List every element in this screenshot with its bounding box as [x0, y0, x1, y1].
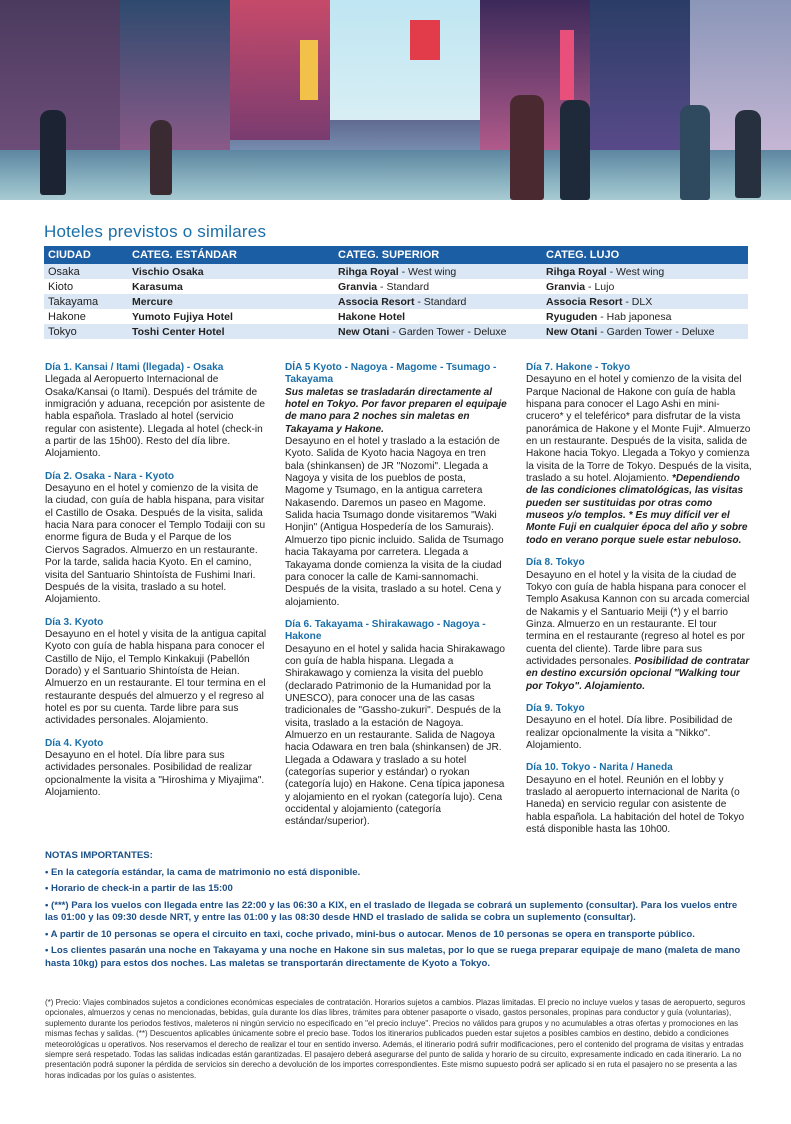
- hero-sign: [300, 40, 318, 100]
- hero-sign: [560, 30, 574, 100]
- fine-print: (*) Precio: Viajes combinados sujetos a condiciones económicas especiales de contratación. Horarios sujetos a cambios. Plazas limitadas. El precio no incluye vuelos y tasas de aeropuerto, seguros opcionales, almuerzos y cenas no mencionadas, bebidas, guía durante los días libres, trámites para obtener pasaporte o visado, gastos personales, propinas para conductor y guía (voluntarias), suplemento durante los periodos festivos, maleteros ni ningún servicio no especificado en "el precio incluye". Precios no válidos para grupos y no acumulables a otras ofertas y promociones en las mismas fechas y salidas. (**) Descuentos aplicables únicamente sobre el precio base. Todos los itinerarios publicados pueden estar sujetos a posibles cambios en destino, debido a condiciones meteorológicas u operativos. Nos reservamos el derecho de realizar el tour en sentido inverso. Además, el itinerario podrá sufrir modificaciones, pero el contenido del programa de visitas y entradas siempre será respetado. Todas las salidas indicadas están garantizadas. El pasajero deberá asegurarse del punto de salida y horario de su circuito, expresamente indicado en cada itinerario. La no presentación podrá suponer la pérdida de servicios sin derecho a devolución de los importes correspondientes. Este mismo supuesto podrá ser aplicado si en ruta el pasajero no se presenta a las horas indicadas por los guías o asistentes.: [45, 998, 746, 1080]
- section-title: Hoteles previstos o similares: [44, 222, 267, 241]
- day-description: Desayuno en el hotel. Reunión en el lobby y traslado al aeropuerto internacional de Narita (o Haneda) en servicio regular con asistente de habla española. La habitación del hotel de Tokyo está disponible hasta las 10h00.: [526, 774, 745, 836]
- hero-photo: [0, 0, 791, 200]
- hotel-detail: - Standard: [414, 295, 467, 308]
- note-item: • Los clientes pasarán una noche en Takayama y una noche en Hakone sin sus maletas, por lo que se ruega preparar equipaje de mano (maleta de mano hasta 10kg) para estos dos noches. Las maletas se transportarán directamente de Kyoto a Tokyo.: [45, 945, 741, 969]
- luxury-hotel-cell: [542, 294, 748, 309]
- hotel-name: Rihga Royal: [546, 265, 607, 278]
- hero-building: [120, 0, 230, 150]
- day-10: [526, 762, 752, 836]
- superior-hotel-cell: [334, 324, 542, 339]
- hero-sign: [410, 20, 440, 60]
- day-7: [526, 362, 752, 547]
- table-row: [44, 279, 748, 294]
- itinerary-column-2: [285, 362, 507, 839]
- day-9: [526, 703, 752, 752]
- city-cell: Takayama: [44, 294, 128, 309]
- day-description: Llegada al Aeropuerto Internacional de Osaka/Kansai (o Itami). Después del trámite de inmigración y aduana, recepción por asistente de habla española. Traslado al hotel (servicio regular con asistente). Llegada al hotel (check-in a partir de las 15h00). Resto del día libre. Alojamiento.: [45, 374, 265, 460]
- table-header-row: [44, 246, 748, 264]
- hotel-name: Yumoto Fujiya Hotel: [132, 310, 233, 323]
- column-header: CATEG. LUJO: [542, 246, 748, 264]
- day-title: Día 4. Kyoto: [45, 737, 104, 749]
- day-description: Desayuno en el hotel. Día libre para sus actividades personales. Posibilidad de realizar opcionalmente la visita a "Hiroshima y Miyajima". Alojamiento.: [45, 749, 265, 798]
- hotel-name: Associa Resort: [338, 295, 415, 308]
- day-description: Desayuno en el hotel. Día libre. Posibilidad de realizar opcionalmente la visita a "Nikko". Alojamiento.: [526, 715, 733, 751]
- standard-hotel-cell: [128, 294, 334, 309]
- itinerary-column-3: [526, 362, 752, 846]
- day-title: Día 6. Takayama - Shirakawago - Nagoya - Hakone: [285, 618, 486, 643]
- standard-hotel-cell: [128, 264, 334, 279]
- day-3: [45, 617, 267, 728]
- hero-pedestrian: [510, 95, 544, 200]
- hotel-detail: - Hab japonesa: [597, 310, 672, 323]
- day-2: [45, 471, 267, 607]
- table-row: [44, 264, 748, 279]
- table-row: [44, 309, 748, 324]
- hotel-name: Mercure: [132, 295, 173, 308]
- note-item: • En la categoría estándar, la cama de matrimonio no está disponible.: [45, 866, 361, 878]
- day-6: [285, 619, 507, 829]
- hotel-detail: - DLX: [622, 295, 653, 308]
- important-notes: [45, 850, 751, 974]
- superior-hotel-cell: [334, 309, 542, 324]
- day-description: Desayuno en el hotel y traslado a la estación de Kyoto. Salida de Kyoto hacia Nagoya en tren bala (shinkansen) de JR "Nozomi". Llegada a Nagoya y visita de los pueblos de posta, Magome y Tsumago, en la antigua carretera Nakasendo. Daremos un paseo en Magome. Salida hacia Tsumago donde visitaremos "Waki Honjin" (Antigua Hospedería de los Samurais). Almuerzo tipo picnic incluido. Salida de Tsumago hacia Takayama por carretera. Llegada a Takayama donde comienza la visita de la ciudad para conocer la calle de Kami-sannomachi. Después de la visita, traslado a su hotel. Cena y alojamiento.: [285, 436, 504, 608]
- hotel-detail: - West wing: [606, 265, 665, 278]
- hotel-name: Rihga Royal: [338, 265, 399, 278]
- hero-pedestrian: [40, 110, 66, 195]
- hotel-detail: - Standard: [377, 280, 430, 293]
- day-description: Desayuno en el hotel y la visita de la ciudad de Tokyo con guía de habla hispana para conocer el Templo Asakusa Kannon con su arcada comercial de Nakamis y el Santuario Meiji (*) y el barrio Ginza. Almuerzo en un restaurante. El tour termina en el restaurante (regreso al hotel es por cuenta del cliente). Tarde libre para sus actividades personales.: [526, 569, 750, 667]
- notes-title: NOTAS IMPORTANTES:: [45, 850, 153, 861]
- standard-hotel-cell: [128, 279, 334, 294]
- day-title: Día 3. Kyoto: [45, 616, 104, 628]
- luxury-hotel-cell: [542, 324, 748, 339]
- hotel-name: Granvia: [546, 280, 586, 293]
- hotel-detail: - West wing: [398, 265, 457, 278]
- day-description: Desayuno en el hotel y comienzo de la visita del Parque Nacional de Hakone con guía de habla hispana para conocer el Lago Ashi en mini-crucero* y el teleférico* para disfrutar de la vista panorámica de Hakone y el Monte Fuji*. Almuerzo en un restaurante. Después de la visita, salida de Hakone hacia Tokyo. Llegada a Tokyo y comienza la visita de la Torre de Tokyo. Después de la visita, traslado a su hotel. Alojamiento.: [526, 374, 752, 485]
- superior-hotel-cell: [334, 279, 542, 294]
- day-note: Posibilidad de contratar en destino excursión opcional "Walking tour por Tokyo". Alojamiento.: [526, 655, 750, 692]
- column-header: CIUDAD: [44, 246, 128, 264]
- superior-hotel-cell: [334, 264, 542, 279]
- day-title: Día 9. Tokyo: [526, 702, 585, 714]
- day-note: Sus maletas se trasladarán directamente al hotel en Tokyo. Por favor preparen el equipaje de mano para 2 noches sin maletas en Takayama y Hakone.: [285, 386, 507, 435]
- table-row: [44, 294, 748, 309]
- standard-hotel-cell: [128, 309, 334, 324]
- hotel-detail: - Garden Tower - Deluxe: [597, 325, 715, 338]
- hotels-table: [44, 246, 748, 339]
- hotel-name: New Otani: [338, 325, 390, 338]
- note-item: • (***) Para los vuelos con llegada entre las 22:00 y las 06:30 a KIX, en el traslado de llegada se cobrará un suplemento (consultar). Para los vuelos entre las 01:00 y las 09:30 desde NRT, y entre las 01:00 y las 08:30 desde HND el traslado de salida se cobra un suplemento (consultar).: [45, 899, 738, 923]
- day-4: [45, 738, 267, 800]
- hotel-detail: - Garden Tower - Deluxe: [389, 325, 507, 338]
- hero-street: [0, 150, 791, 200]
- day-title: Día 2. Osaka - Nara - Kyoto: [45, 470, 175, 482]
- hotel-name: Associa Resort: [546, 295, 623, 308]
- luxury-hotel-cell: [542, 309, 748, 324]
- column-header: CATEG. ESTÁNDAR: [128, 246, 334, 264]
- city-cell: Osaka: [44, 264, 128, 279]
- hotel-name: Toshi Center Hotel: [132, 325, 225, 338]
- day-description: Desayuno en el hotel y comienzo de la visita de la ciudad, con guía de habla hispana, para visitar el Castillo de Osaka. Después de la visita, salida hacia Nara para conocer el Templo Todaiji con su enorme figura de Buda y el Parque de los Ciervos Sagrados. Almuerzo en un restaurante. Por la tarde, salida hacia Kyoto. En el camino, visita del Santuario Shintoísta de Fushimi Inari. Después de la visita, traslado a su hotel. Alojamiento.: [45, 483, 266, 606]
- hotel-name: Ryuguden: [546, 310, 598, 323]
- city-cell: Tokyo: [44, 324, 128, 339]
- day-title: Día 10. Tokyo - Narita / Haneda: [526, 762, 673, 774]
- day-8: [526, 557, 752, 693]
- hotel-name: Granvia: [338, 280, 378, 293]
- itinerary-column-1: [45, 362, 267, 809]
- hero-pedestrian: [150, 120, 172, 195]
- day-5: [285, 362, 507, 609]
- luxury-hotel-cell: [542, 279, 748, 294]
- superior-hotel-cell: [334, 294, 542, 309]
- day-description: Desayuno en el hotel y visita de la antigua capital Kyoto con guía de habla hispana para conocer el Castillo de Nijo, el Templo Kinkakuji (Pabellón Dorado) y el Santuario Shintoísta de Heian. Almuerzo en un restaurante. El tour termina en el restaurante después del almuerzo y el regreso al hotel es por su cuenta. Tarde libre para sus actividades personales. Alojamiento.: [45, 628, 267, 727]
- hero-pedestrian: [735, 110, 761, 198]
- luxury-hotel-cell: [542, 264, 748, 279]
- hotel-name: Hakone Hotel: [338, 310, 406, 323]
- day-note: *Dependiendo de las condiciones climatológicas, las visitas pueden ser sustituidas por otras como museos y/o templos. * Es muy difícil ver el Monte Fuji en cualquier época del año y sobre todo en verano porque suele estar nebuloso.: [526, 473, 748, 546]
- hero-pedestrian: [560, 100, 590, 200]
- hotel-name: New Otani: [546, 325, 598, 338]
- day-title: Día 8. Tokyo: [526, 557, 585, 569]
- hero-sky: [330, 0, 480, 120]
- table-row: [44, 324, 748, 339]
- day-title: Día 7. Hakone - Tokyo: [526, 362, 631, 373]
- day-1: [45, 362, 267, 461]
- city-cell: Hakone: [44, 309, 128, 324]
- day-title: Día 1. Kansai / Itami (llegada) - Osaka: [45, 362, 224, 373]
- hero-building: [590, 0, 690, 155]
- note-item: • A partir de 10 personas se opera el circuito en taxi, coche privado, mini-bus o autocar. Menos de 10 personas se opera en transporte público.: [45, 928, 695, 940]
- standard-hotel-cell: [128, 324, 334, 339]
- day-description: Desayuno en el hotel y salida hacia Shirakawago con guía de habla hispana. Llegada a Shirakawago y comienza la visita del pueblo (declarado Patrimonio de la Humanidad por la UNESCO), para conocer una de las casas tradicionales de "Gassho-zukuri". Después de la visita, traslado a la estación de Nagoya. Almuerzo en un restaurante. Salida de Nagoya hacia Odawara en tren bala (shinkansen) de JR. Llegada a Odawara y traslado a su hotel (categorías superior y estándar) o ryokan (categoría lujo) en Hakone. Cena típica japonesa y alojamiento en el ryokan (categoría lujo). Cena occidental y alojamiento (categoría estándar/superior).: [285, 643, 505, 828]
- hotel-name: Karasuma: [132, 280, 183, 293]
- hotel-name: Vischio Osaka: [132, 265, 204, 278]
- hero-pedestrian: [680, 105, 710, 200]
- day-title: DÍA 5 Kyoto - Nagoya - Magome - Tsumago - Takayama: [285, 362, 497, 386]
- hotel-detail: - Lujo: [585, 280, 615, 293]
- column-header: CATEG. SUPERIOR: [334, 246, 542, 264]
- city-cell: Kioto: [44, 279, 128, 294]
- note-item: • Horario de check-in a partir de las 15:00: [45, 883, 233, 894]
